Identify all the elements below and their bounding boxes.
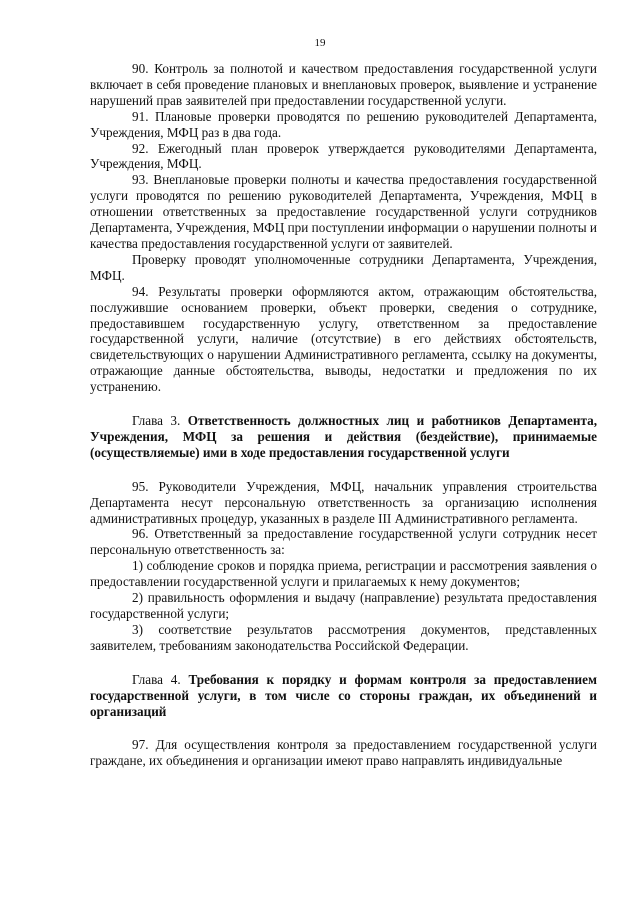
chapter-4-title: Требования к порядку и формам контроля за предоставлением государственной услуги, в том числе со стороны граждан, их объединений и организаций bbox=[90, 671, 597, 719]
paragraph-96-item-1: 1) соблюдение сроков и порядка приема, регистрации и рассмотрения заявления о предоставлении государственной услуги и прилагаемых к нему документов; bbox=[90, 558, 597, 590]
chapter-3-prefix: Глава 3. bbox=[132, 413, 181, 429]
paragraph-93: 93. Внеплановые проверки полноты и качества предоставления государственной услуги проводятся по решению руководителей Департамента, Учреждения, МФЦ в отношении ответственных за предоставление государственной услуги сотрудников Департамента, Учреждения, МФЦ при поступлении информации о нарушении полноты и качества предоставления государственной услуги от заявителей. bbox=[90, 172, 597, 251]
paragraph-97: 97. Для осуществления контроля за предоставлением государственной услуги граждане, их объединения и организации имеют право направлять индивидуальные bbox=[90, 737, 597, 769]
document-body bbox=[90, 61, 597, 769]
paragraph-96-item-2: 2) правильность оформления и выдачу (направление) результата предоставления государственной услуги; bbox=[90, 590, 597, 621]
paragraph-93-inspection: Проверку проводят уполномоченные сотрудники Департамента, Учреждения, МФЦ. bbox=[90, 251, 597, 283]
chapter-3-title: Ответственность должностных лиц и работников Департамента, Учреждения, МФЦ за решения и действия (бездействие), принимаемые (осуществляемые) ими в ходе предоставления государственной услуги bbox=[90, 413, 597, 460]
chapter-3-heading bbox=[90, 413, 597, 461]
chapter-4-heading bbox=[90, 672, 597, 720]
paragraph-96: 96. Ответственный за предоставление государственной услуги сотрудник несет персональную ответственность за: bbox=[90, 526, 597, 558]
paragraph-90: 90. Контроль за полнотой и качеством предоставления государственной услуги включает в себя проведение плановых и внеплановых проверок, выявление и устранение нарушений прав заявителей при предоставлении государственной услуги. bbox=[90, 61, 597, 108]
chapter-4-prefix: Глава 4. bbox=[132, 671, 181, 687]
paragraph-94: 94. Результаты проверки оформляются актом, отражающим обстоятельства, послужившие основанием проверки, объект проверки, сведения о сотруднике, предоставившем государственную услугу, ответственном за предоставление государственной услуги, наличие (отсутствие) в его действиях обстоятельств, свидетельствующих о нарушении Административного регламента, ссылку на документы, отражающие данные обстоятельства, выводы, недостатки и предложения по их устранению. bbox=[90, 283, 597, 395]
paragraph-95: 95. Руководители Учреждения, МФЦ, начальник управления строительства Департамента несут персональную ответственность за организацию исполнения административных процедур, указанных в разделе III Административного регламента. bbox=[90, 478, 597, 526]
page-number: 19 bbox=[314, 37, 326, 49]
paragraph-92: 92. Ежегодный план проверок утверждается руководителями Департамента, Учреждения, МФЦ. bbox=[90, 140, 597, 172]
paragraph-91: 91. Плановые проверки проводятся по решению руководителей Департамента, Учреждения, МФЦ раз в два года. bbox=[90, 108, 597, 140]
paragraph-96-item-3: 3) соответствие результатов рассмотрения документов, представленных заявителем, требованиям законодательства Российской Федерации. bbox=[90, 621, 597, 653]
